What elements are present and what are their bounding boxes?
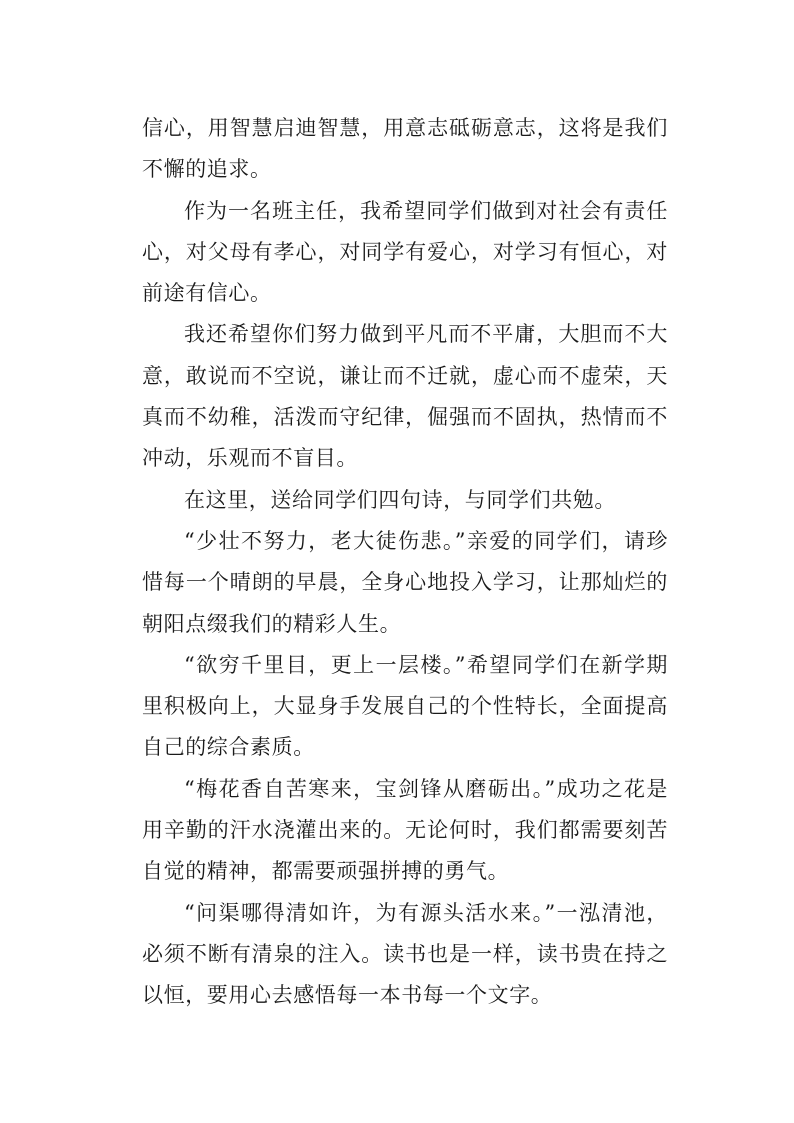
document-body [142, 108, 668, 1017]
paragraph-class-teacher-hopes: 作为一名班主任，我希望同学们做到对社会有责任心，对父母有孝心，对同学有爱心，对学习有恒心，对前途有信心。 [142, 198, 668, 306]
paragraph-poem-intro: 在这里，送给同学们四句诗，与同学们共勉。 [184, 487, 616, 512]
paragraph-continuation: 信心，用智慧启迪智慧，用意志砥砺意志，这将是我们不懈的追求。 [142, 116, 668, 182]
paragraph-poem-2: “欲穷千里目，更上一层楼。”希望同学们在新学期里积极向上，大显身手发展自己的个性特长，全面提高自己的综合素质。 [142, 652, 668, 760]
paragraph-further-hopes: 我还希望你们努力做到平凡而不平庸，大胆而不大意，敢说而不空说，谦让而不迁就，虚心而不虚荣，天真而不幼稚，活泼而守纪律，倔强而不固执，热情而不冲动，乐观而不盲目。 [142, 322, 668, 471]
paragraph-poem-1: “少壮不努力，老大徒伤悲。”亲爱的同学们，请珍惜每一个晴朗的早晨，全身心地投入学习，让那灿烂的朝阳点缀我们的精彩人生。 [142, 528, 668, 636]
paragraph-poem-3: “梅花香自苦寒来，宝剑锋从磨砺出。”成功之花是用辛勤的汗水浇灌出来的。无论何时，我们都需要刻苦自觉的精神，都需要顽强拼搏的勇气。 [142, 776, 668, 884]
paragraph-poem-4: “问渠哪得清如许，为有源头活水来。”一泓清池，必须不断有清泉的注入。读书也是一样，读书贵在持之以恒，要用心去感悟每一本书每一个文字。 [142, 900, 668, 1008]
